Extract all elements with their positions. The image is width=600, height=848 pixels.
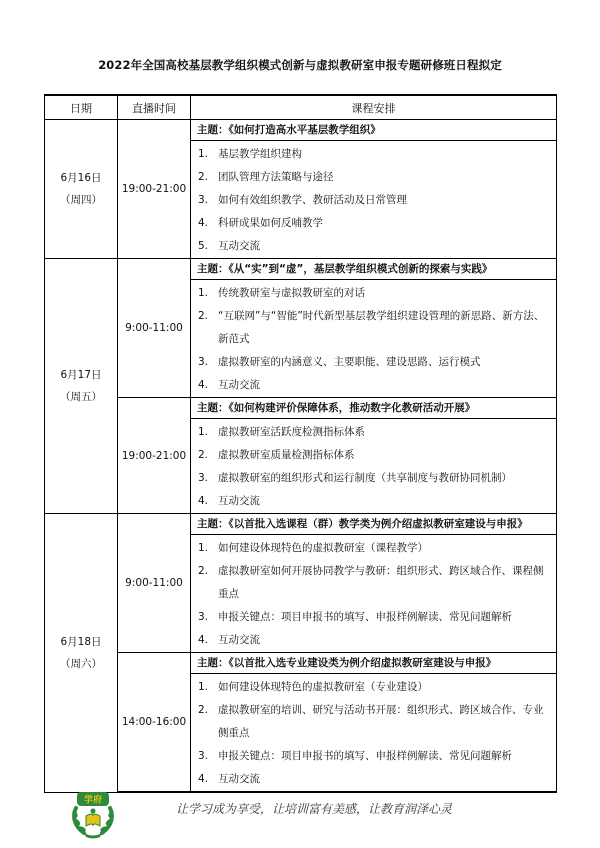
item-number: 2.: [198, 449, 209, 461]
item-text: 如何建设体现特色的虚拟教研室（课程教学）: [218, 542, 428, 554]
item-text: 互动交流: [218, 240, 260, 252]
header-course: 课程安排: [191, 95, 557, 120]
session-items: [191, 141, 556, 258]
list-item: [191, 305, 556, 351]
list-item: [191, 189, 556, 212]
course-cell: [191, 398, 557, 514]
date-label: 6月16日: [60, 172, 102, 184]
list-item: [191, 629, 556, 652]
item-text: 虚拟教研室的组织形式和运行制度（共享制度与教研协同机制）: [218, 472, 512, 484]
list-item: [191, 235, 556, 258]
item-text: 团队管理方法策略与途径: [218, 171, 334, 183]
item-number: 3.: [198, 750, 209, 762]
item-text: 虚拟教研室如何开展协同教学与教研：组织形式、跨区域合作、课程侧重点: [218, 565, 544, 600]
time-cell: 9:00-11:00: [118, 259, 191, 398]
item-number: 2.: [198, 565, 209, 577]
header-row: [45, 95, 557, 120]
item-number: 4.: [198, 217, 209, 229]
time-cell: 19:00-21:00: [118, 398, 191, 514]
course-cell: [191, 259, 557, 398]
list-item: [191, 421, 556, 444]
weekday-label: （周六）: [60, 657, 102, 670]
item-number: 4.: [198, 379, 209, 391]
item-text: 申报关键点：项目申报书的填写、申报样例解读、常见问题解析: [218, 611, 512, 623]
item-text: 虚拟教研室质量检测指标体系: [218, 449, 355, 461]
item-number: 3.: [198, 194, 209, 206]
ribbon: [84, 833, 102, 839]
item-number: 1.: [198, 681, 209, 693]
session-topic: 主题：《如何构建评价保障体系，推动数字化教研活动开展》: [191, 398, 556, 419]
item-text: “互联网”与“智能”时代新型基层教学组织建设管理的新思路、新方法、新范式: [218, 310, 545, 345]
item-text: 虚拟教研室的培训、研究与活动书开展：组织形式、跨区域合作、专业侧重点: [218, 704, 544, 739]
session-items: [191, 535, 556, 652]
date-cell: [45, 259, 118, 514]
item-number: 4.: [198, 773, 209, 785]
item-text: 传统教研室与虚拟教研室的对话: [218, 287, 365, 299]
item-text: 互动交流: [218, 634, 260, 646]
item-number: 2.: [198, 171, 209, 183]
date-cell: [45, 120, 118, 259]
course-cell: [191, 653, 557, 793]
item-text: 互动交流: [218, 495, 260, 507]
header-time: 直播时间: [118, 95, 191, 120]
session-items: [191, 674, 556, 791]
table-row: [45, 398, 557, 514]
item-text: 互动交流: [218, 773, 260, 785]
time-cell: 19:00-21:00: [118, 120, 191, 259]
item-text: 申报关键点：项目申报书的填写、申报样例解读、常见问题解析: [218, 750, 512, 762]
session-items: [191, 280, 556, 397]
list-item: [191, 374, 556, 397]
course-cell: [191, 120, 557, 259]
session-topic: 主题：《从“实”到“虚”，基层教学组织模式创新的探索与实践》: [191, 259, 556, 280]
session-items: [191, 419, 556, 513]
list-item: [191, 768, 556, 791]
schedule-table: [44, 94, 557, 793]
item-number: 4.: [198, 634, 209, 646]
item-text: 虚拟教研室的内涵意义、主要职能、建设思路、运行模式: [218, 356, 481, 368]
item-number: 1.: [198, 542, 209, 554]
logo-text: 学府: [83, 795, 103, 806]
list-item: [191, 351, 556, 374]
date-cell: [45, 514, 118, 793]
item-number: 2.: [198, 310, 209, 322]
list-item: [191, 537, 556, 560]
list-item: [191, 699, 556, 745]
date-label: 6月17日: [60, 369, 102, 381]
list-item: [191, 282, 556, 305]
item-number: 5.: [198, 240, 209, 252]
session-topic: 主题：《以首批入选专业建设类为例介绍虚拟教研室建设与申报》: [191, 653, 556, 674]
time-cell: 14:00-16:00: [118, 653, 191, 793]
list-item: [191, 606, 556, 629]
list-item: [191, 444, 556, 467]
list-item: [191, 467, 556, 490]
item-text: 如何建设体现特色的虚拟教研室（专业建设）: [218, 681, 428, 693]
footer-slogan: 让学习成为享受，让培训富有美感，让教育润泽心灵: [175, 802, 452, 816]
session-topic: 主题：《如何打造高水平基层教学组织》: [191, 120, 556, 141]
list-item: [191, 560, 556, 606]
item-number: 3.: [198, 611, 209, 623]
list-item: [191, 490, 556, 513]
item-text: 科研成果如何反哺教学: [218, 217, 323, 229]
item-number: 1.: [198, 287, 209, 299]
weekday-label: （周五）: [60, 391, 102, 403]
list-item: [191, 745, 556, 768]
list-item: [191, 212, 556, 235]
course-cell: [191, 514, 557, 653]
item-number: 4.: [198, 495, 209, 507]
item-text: 如何有效组织教学、教研活动及日常管理: [218, 194, 407, 206]
time-cell: 9:00-11:00: [118, 514, 191, 653]
weekday-label: （周四）: [60, 194, 102, 206]
item-text: 基层教学组织建构: [218, 148, 302, 160]
table-row: [45, 653, 557, 793]
table-row: [45, 259, 557, 398]
list-item: [191, 143, 556, 166]
document-title: 2022年全国高校基层教学组织模式创新与虚拟教研室申报专题研修班日程拟定: [98, 58, 502, 72]
item-number: 2.: [198, 704, 209, 716]
table-row: [45, 120, 557, 259]
table-row: [45, 514, 557, 653]
session-topic: 主题：《以首批入选课程（群）教学类为例介绍虚拟教研室建设与申报》: [191, 514, 556, 535]
item-number: 3.: [198, 356, 209, 368]
date-label: 6月18日: [60, 635, 102, 648]
item-number: 3.: [198, 472, 209, 484]
item-text: 互动交流: [218, 379, 260, 391]
item-number: 1.: [198, 148, 209, 160]
list-item: [191, 676, 556, 699]
item-number: 1.: [198, 426, 209, 438]
header-date: 日期: [45, 95, 118, 120]
list-item: [191, 166, 556, 189]
item-text: 虚拟教研室活跃度检测指标体系: [218, 426, 365, 438]
